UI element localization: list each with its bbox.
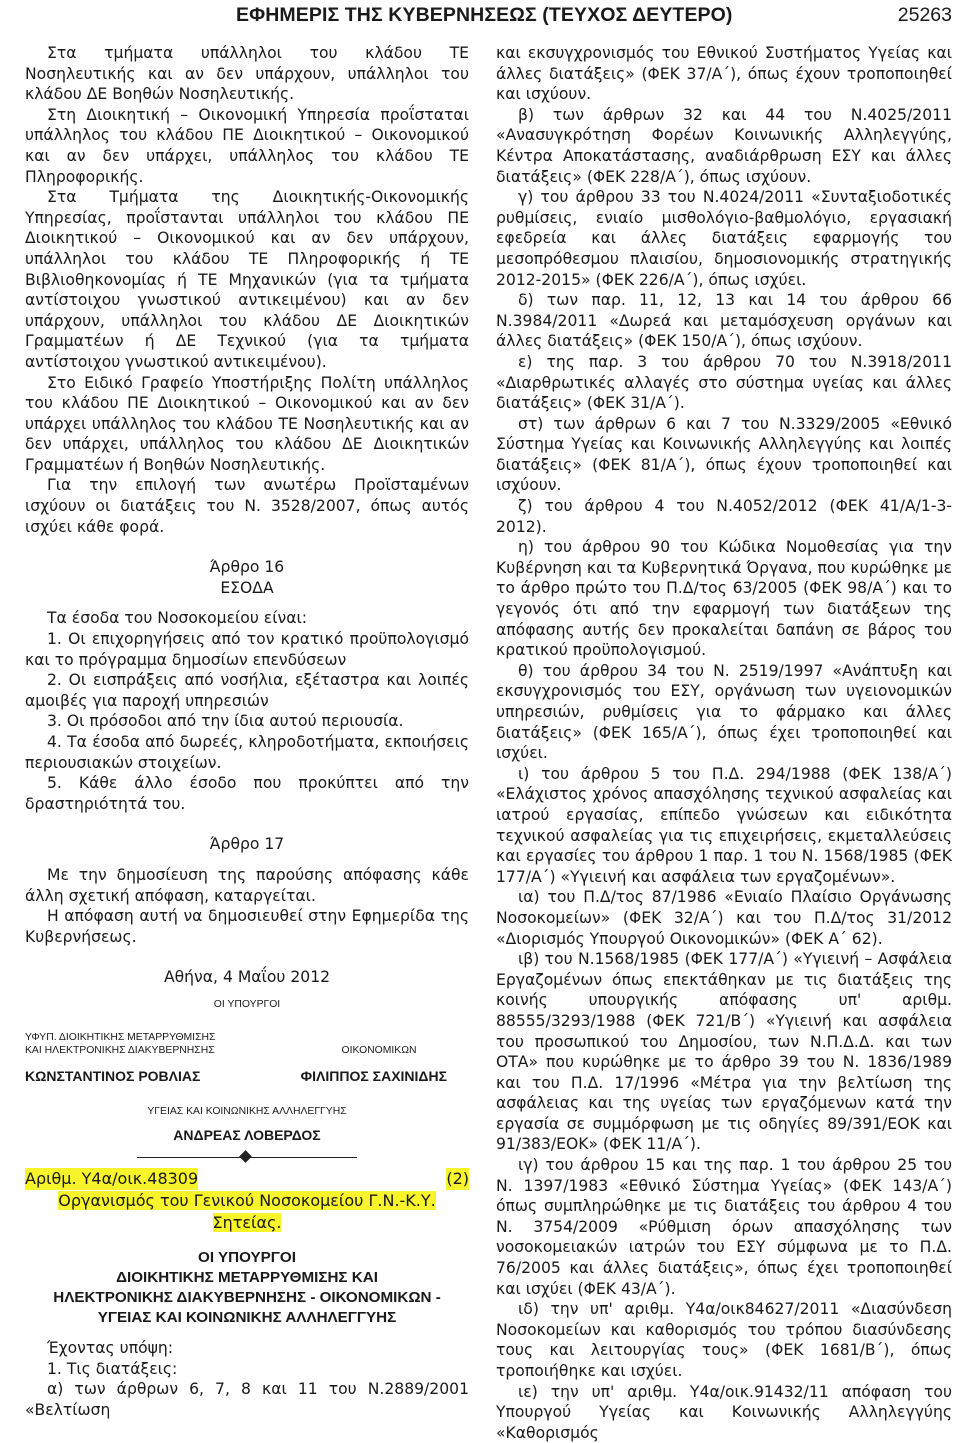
paragraph: Η απόφαση αυτή να δημοσιευθεί στην Εφημερίδα της Κυβερνήσεως. — [25, 907, 469, 946]
article-16-number: Άρθρο 16 — [209, 558, 285, 577]
right-column — [496, 43, 952, 1443]
ministers-heading-line3: ΗΛΕΚΤΡΟΝΙΚΗΣ ΔΙΑΚΥΒΕΡΝΗΣΗΣ - ΟΙΚΟΝΟΜΙΚΩΝ - — [53, 1288, 441, 1306]
decision-sequence: (2) — [446, 1168, 469, 1188]
signature-c-name: ΑΝΔΡΕΑΣ ΛΟΒΕΡΔΟΣ — [173, 1126, 321, 1143]
signature-b-title: ΟΙΚΟΝΟΜΙΚΩΝ — [341, 1044, 417, 1056]
list-item: γ) του άρθρου 33 του Ν.4024/2011 «Συνταξιοδοτικές ρυθμίσεις, ενιαίο μισθολόγιο-βαθμολόγιο, εργασιακή εφεδρεία και άλλες διατάξεις εφαρμογής του μεσοπρόθεσμου πλαισίου, δημοσιονομικής στρατηγικής 2012-2015» (ΦΕΚ 226/Α΄), όπως ισχύει. — [496, 188, 952, 289]
decision-title-line1: Οργανισμός του Γενικού Νοσοκομείου Γ.Ν.-Κ.Υ. — [58, 1190, 436, 1210]
list-item: δ) των παρ. 11, 12, 13 και 14 του άρθρου 66 Ν.3984/2011 «Δωρεά και μεταμόσχευση οργάνων και άλλες διατάξεις» (ΦΕΚ 150/Α΄), όπως ισχύουν. — [496, 291, 952, 351]
signature-row-2 — [25, 1067, 469, 1085]
list-item: ιγ) του άρθρου 15 και της παρ. 1 του άρθρου 25 του Ν. 1397/1983 «Εθνικό Σύστημα Υγείας» (ΦΕΚ 143/Α΄) όπως συμπληρώθηκε με τις διατάξεις του άρθρου 4 του Ν. 3754/2009 «Ρύθμιση όρων απασχόλησης των νοσοκομειακών ιατρών του ΕΣΥ σύμφωνα με το Π.Δ. 76/2005 και άλλες διατάξεις», όπως έχει τροποποιηθεί και ισχύει (ΦΕΚ 43/Α΄). — [496, 1156, 952, 1298]
paragraph: Στο Ειδικό Γραφείο Υποστήριξης Πολίτη υπάλληλος του κλάδου ΠΕ Διοικητικού – Οικονομικού και αν δεν υπάρχει υπάλληλος του κλάδου ΤΕ Νοσηλευτικής και αν δεν υπάρχει, υπάλληλος του κλάδου ΔΕ Διοικητικών Γραμματέων ή Βοηθών Νοσηλευτικής. — [25, 373, 469, 474]
list-item: ιβ) του Ν.1568/1985 (ΦΕΚ 177/Α΄) «Υγιεινή – Ασφάλεια Εργαζομένων όπως επεκτάθηκαν με τις διατάξεις της κοινής υπουργικής απόφασης υπ' αριθμ. 88555/3293/1988 (ΦΕΚ 721/Β΄) «Υγιεινή και ασφάλεια του προσωπικού του Δημοσίου, των Ν.Π.Δ.Δ. και των ΟΤΑ» που κυρώθηκε με το άρθρο 39 του Ν. 1836/1989 και του Π.Δ. 17/1996 «Μέτρα για την βελτίωση της ασφάλειας και της υγείας των εργαζόμενων κατά την εργασία σε συμμόρφωση με τις οδηγίες 89/391/ΕΟΚ και 91/383/ΕΟΚ» (ΦΕΚ 11/Α΄). — [496, 950, 952, 1154]
page-number: 25263 — [897, 4, 952, 26]
list-item: ε) της παρ. 3 του άρθρου 70 του Ν.3918/2011 «Διαρθρωτικές αλλαγές στο σύστημα υγείας και άλλες διατάξεις» (ΦΕΚ 31/Α΄). — [496, 352, 952, 413]
ministers-heading-line4: ΥΓΕΙΑΣ ΚΑΙ ΚΟΙΝΩΝΙΚΗΣ ΑΛΛΗΛΕΓΓΥΗΣ — [97, 1308, 397, 1326]
signature-a-title — [25, 1031, 285, 1057]
list-item: 1. Οι επιχορηγήσεις από τον κρατικό προϋπολογισμό και το πρόγραμμα δημοσίων επενδύσεων — [25, 630, 469, 669]
paragraph: Έχοντας υπόψη: — [47, 1338, 174, 1357]
section-divider — [25, 1150, 469, 1164]
ministers-label: ΟΙ ΥΠΟΥΡΓΟΙ — [213, 998, 281, 1010]
list-item: α) των άρθρων 6, 7, 8 και 11 του Ν.2889/2001 «Βελτίωση — [25, 1380, 469, 1419]
list-item: 2. Οι εισπράξεις από νοσήλια, εξέταστρα και λοιπές αμοιβές για παροχή υπηρεσιών — [25, 671, 469, 710]
list-item: η) του άρθρου 90 του Κώδικα Νομοθεσίας για την Κυβέρνηση και τα Κυβερνητικά Όργανα, που κυρώθηκε με το άρθρο πρώτο του Π.Δ/τος 63/2005 (ΦΕΚ 98/Α΄) και το γεγονός ότι από την εφαρμογή των διατάξεων της απόφασης αυτής δεν προκαλείται δαπάνη σε βάρος του κρατικού προϋπολογισμού. — [496, 538, 952, 660]
article-17-number: Άρθρο 17 — [209, 835, 285, 854]
signature-c-title: ΥΓΕΙΑΣ ΚΑΙ ΚΟΙΝΩΝΙΚΗΣ ΑΛΛΗΛΕΓΓΥΗΣ — [147, 1105, 347, 1117]
list-item: 4. Τα έσοδα από δωρεές, κληροδοτήματα, εκποιήσεις περιουσιακών στοιχείων. — [25, 733, 469, 772]
decision-title — [25, 1190, 469, 1234]
list-item: ιε) την υπ' αριθμ. Υ4α/οικ.91432/11 απόφαση του Υπουργού Υγείας και Κοινωνικής Αλληλεγγύης «Καθορισμός — [496, 1382, 952, 1442]
list-item: 3. Οι πρόσοδοι από την ίδια αυτού περιουσία. — [47, 712, 404, 731]
list-item: 5. Κάθε άλλο έσοδο που προκύπτει από την δραστηριότητά του. — [25, 774, 469, 813]
decision-number: Αριθμ. Υ4α/οικ.48309 — [25, 1168, 199, 1188]
list-item: θ) του άρθρου 34 του Ν. 2519/1997 «Ανάπτυξη και εκσυγχρονισμός του ΕΣΥ, οργάνωση των υγειονομικών υπηρεσιών, ρυθμίσεις για το φάρμακο και άλλες διατάξεις» (ΦΕΚ 165/Α΄), όπως έχει τροποποιηθεί και ισχύει. — [496, 661, 952, 763]
paragraph: Για την επιλογή των ανωτέρω Προϊσταμένων ισχύουν οι διατάξεις του Ν. 3528/2007, όπως αυτός ισχύει κάθε φορά. — [25, 476, 469, 536]
list-item: ι) του άρθρου 5 του Π.Δ. 294/1988 (ΦΕΚ 138/Α΄) «Ελάχιστος χρόνος απασχόλησης τεχνικού ασφαλείας και ιατρού εργασίας, επίπεδο γνώσεων και ειδικότητα τεχνικού ασφαλείας για τις επιχειρήσεις, εκμεταλλεύσεις και εργασίες του άρθρου 1 παρ. 1 του Ν. 1568/1985 (ΦΕΚ 177/Α΄) «Υγιεινή και ασφάλεια των εργαζομένων». — [496, 764, 952, 886]
signature-a-title-line2: ΚΑΙ ΗΛΕΚΤΡΟΝΙΚΗΣ ΔΙΑΚΥΒΕΡΝΗΣΗΣ — [25, 1044, 215, 1056]
list-item: ια) του Π.Δ/τος 87/1986 «Ενιαίο Πλαίσιο Οργάνωσης Νοσοκομείων» (ΦΕΚ 32/Α΄) και του Π.Δ/τος 31/2012 «Διορισμός Υπουργού Οικονομικών» (ΦΕΚ Α΄ 62). — [496, 888, 952, 948]
left-column — [25, 43, 469, 1420]
ministers-heading-line2: ΔΙΟΙΚΗΤΙΚΗΣ ΜΕΤΑΡΡΥΘΜΙΣΗΣ ΚΑΙ — [116, 1268, 378, 1286]
list-item: στ) των άρθρων 6 και 7 του Ν.3329/2005 «Εθνικό Σύστημα Υγείας και Κοινωνικής Αλληλεγγύης και λοιπές διατάξεις» (ΦΕΚ 81/Α΄), όπως έχουν τροποποιηθεί και ισχύουν. — [496, 414, 952, 495]
list-item: ιδ) την υπ' αριθμ. Υ4α/οικ84627/2011 «Διασύνδεση Νοσοκομείων και καθορισμός του τρόπου διασύνδεσης τους και λειτουργίας τους» (ΦΕΚ 1681/Β΄), όπως τροποιήθηκε και ισχύει. — [496, 1300, 952, 1380]
decision-number-row — [25, 1168, 469, 1190]
page-header — [0, 0, 960, 34]
signature-a-name: ΚΩΝΣΤΑΝΤΙΝΟΣ ΡΟΒΛΙΑΣ — [25, 1067, 201, 1084]
paragraph: Στη Διοικητική – Οικονομική Υπηρεσία προΐσταται υπάλληλος του κλάδου ΠΕ Διοικητικού – Οικονομικού και αν δεν υπάρχει, υπάλληλος του κλάδου ΤΕ Πληροφορικής. — [25, 105, 469, 186]
signature-b-name: ΦΙΛΙΠΠΟΣ ΣΑΧΙΝΙΔΗΣ — [300, 1067, 447, 1084]
ministers-heading — [25, 1248, 469, 1328]
gazette-title: ΕΦΗΜΕΡΙΣ ΤΗΣ ΚΥΒΕΡΝΗΣΕΩΣ (ΤΕΥΧΟΣ ΔΕΥΤΕΡΟ) — [236, 4, 733, 26]
list-item: 1. Τις διατάξεις: — [47, 1359, 178, 1378]
paragraph: Με την δημοσίευση της παρούσης απόφασης κάθε άλλη σχετική απόφαση, καταργείται. — [25, 865, 469, 905]
ministers-heading-line1: ΟΙ ΥΠΟΥΡΓΟΙ — [198, 1248, 296, 1266]
paragraph: Στα Τμήματα της Διοικητικής-Οικονομικής Υπηρεσίας, προΐστανται υπάλληλοι του κλάδου ΠΕ Διοικητικού – Οικονομικού και αν δεν υπάρχουν, υπάλληλοι του κλάδου ΤΕ Πληροφορικής ή ΤΕ Βιβλιοθηκονομίας ή ΤΕ Μηχανικών (για τα τμήματα αντίστοιχου γνωστικού αντικειμένου) και αν δεν υπάρχουν, υπάλληλοι του κλάδου ΔΕ Διοικητικών Γραμματέων ή ΔΕ Τεχνικού (για τα τμήματα αντίστοιχου γνωστικού αντικειμένου). — [25, 188, 469, 371]
place-date: Αθήνα, 4 Μαΐου 2012 — [163, 968, 331, 987]
list-item: β) των άρθρων 32 και 44 του Ν.4025/2011 «Ανασυγκρότηση Φορέων Κοινωνικής Αλληλεγγύης, Κέντρα Αποκατάστασης, αναδιάρθρωση ΕΣΥ και άλλες διατάξεις» (ΦΕΚ 228/Α΄), όπως ισχύουν. — [496, 105, 952, 186]
signature-a-title-line1: ΥΦΥΠ. ΔΙΟΙΚΗΤΙΚΗΣ ΜΕΤΑΡΡΥΘΜΙΣΗΣ — [25, 1031, 216, 1043]
article-16-title: ΕΣΟΔΑ — [220, 578, 274, 597]
paragraph: Στα τμήματα υπάλληλοι του κλάδου ΤΕ Νοσηλευτικής και αν δεν υπάρχουν, υπάλληλοι του κλάδου ΔΕ Βοηθών Νοσηλευτικής. — [25, 44, 469, 104]
paragraph: Τα έσοδα του Νοσοκομείου είναι: — [47, 609, 308, 628]
signature-row-1 — [25, 1031, 469, 1057]
paragraph: και εκσυγχρονισμός του Εθνικού Συστήματος Υγείας και άλλες διατάξεις» (ΦΕΚ 37/Α΄), όπως έχουν τροποποιηθεί και ισχύουν. — [496, 44, 952, 104]
list-item: ζ) του άρθρου 4 του Ν.4052/2012 (ΦΕΚ 41/Α/1-3-2012). — [496, 497, 952, 536]
decision-title-line2: Σητείας. — [212, 1212, 282, 1232]
